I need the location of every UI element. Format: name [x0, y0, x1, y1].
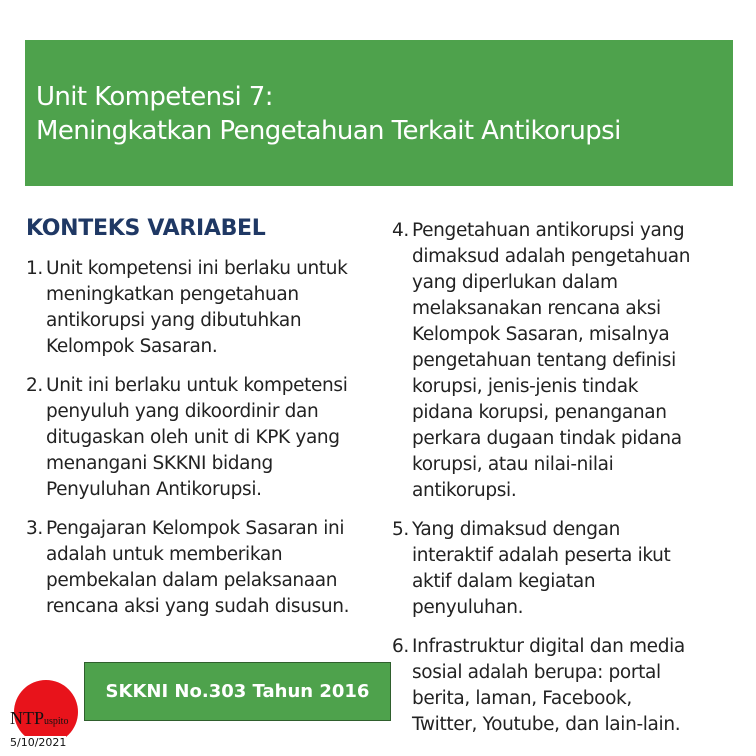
item-number: 1.: [26, 258, 43, 279]
item-line: aktif dalam kegiatan: [412, 571, 596, 592]
item-line: yang diperlukan dalam: [412, 272, 618, 293]
item-line: berita, laman, Facebook,: [412, 688, 632, 709]
item-line: rencana aksi yang sudah disusun.: [46, 596, 350, 617]
item-number: 5.: [392, 519, 409, 540]
item-line: interaktif adalah peserta ikut: [412, 545, 671, 566]
item-line: melaksanakan rencana aksi: [412, 298, 661, 319]
item-number: 6.: [392, 636, 409, 657]
item-line: penyuluhan.: [412, 597, 524, 618]
list-item: [26, 516, 392, 620]
list-item: [26, 256, 392, 360]
item-line: Pengetahuan antikorupsi yang: [412, 220, 685, 241]
item-line: Kelompok Sasaran, misalnya: [412, 324, 670, 345]
item-line: sosial adalah berupa: portal: [412, 662, 661, 683]
list-item: [392, 218, 742, 504]
item-number: 2.: [26, 375, 43, 396]
ntp-logo: [8, 680, 78, 752]
left-column: [26, 256, 392, 633]
title-banner: [25, 40, 733, 186]
item-line: korupsi, atau nilai-nilai: [412, 454, 614, 475]
item-line: Yang dimaksud dengan: [412, 519, 621, 540]
item-line: antikorupsi yang dibutuhkan: [46, 310, 302, 331]
item-line: penyuluh yang dikoordinir dan: [46, 401, 319, 422]
logo-wordmark: [10, 708, 68, 729]
item-line: ditugaskan oleh unit di KPK yang: [46, 427, 340, 448]
logo-date: 5/10/2021: [10, 736, 67, 749]
banner-title-line2: Meningkatkan Pengetahuan Terkait Antikorupsi: [36, 116, 621, 146]
item-text: [412, 218, 742, 504]
item-line: antikorupsi.: [412, 480, 517, 501]
section-heading: KONTEKS VARIABEL: [26, 216, 266, 241]
item-text: [46, 373, 392, 503]
item-text: [412, 634, 742, 738]
item-line: Kelompok Sasaran.: [46, 336, 218, 357]
banner-title-line1: Unit Kompetensi 7:: [36, 82, 273, 112]
right-column: [392, 218, 742, 751]
item-line: Penyuluhan Antikorupsi.: [46, 479, 262, 500]
item-text: [412, 517, 742, 621]
list-item: [392, 634, 742, 738]
item-line: pengetahuan tentang definisi: [412, 350, 676, 371]
item-text: [46, 516, 392, 620]
item-line: Unit kompetensi ini berlaku untuk: [46, 258, 348, 279]
item-line: menangani SKKNI bidang: [46, 453, 273, 474]
item-line: korupsi, jenis-jenis tindak: [412, 376, 639, 397]
logo-main: NTP: [10, 708, 45, 728]
item-text: [46, 256, 392, 360]
item-line: Pengajaran Kelompok Sasaran ini: [46, 518, 345, 539]
item-line: pembekalan dalam pelaksanaan: [46, 570, 338, 591]
item-number: 4.: [392, 220, 409, 241]
item-line: Unit ini berlaku untuk kompetensi: [46, 375, 348, 396]
item-number: 3.: [26, 518, 43, 539]
item-line: dimaksud adalah pengetahuan: [412, 246, 691, 267]
item-line: meningkatkan pengetahuan: [46, 284, 299, 305]
list-item: [392, 517, 742, 621]
logo-sub: uspito: [44, 716, 69, 727]
list-item: [26, 373, 392, 503]
item-line: Twitter, Youtube, dan lain-lain.: [412, 714, 681, 735]
item-line: adalah untuk memberikan: [46, 544, 283, 565]
item-line: perkara dugaan tindak pidana: [412, 428, 682, 449]
item-line: pidana korupsi, penanganan: [412, 402, 667, 423]
item-line: Infrastruktur digital dan media: [412, 636, 685, 657]
skkni-label-box: SKKNI No.303 Tahun 2016: [84, 662, 391, 721]
